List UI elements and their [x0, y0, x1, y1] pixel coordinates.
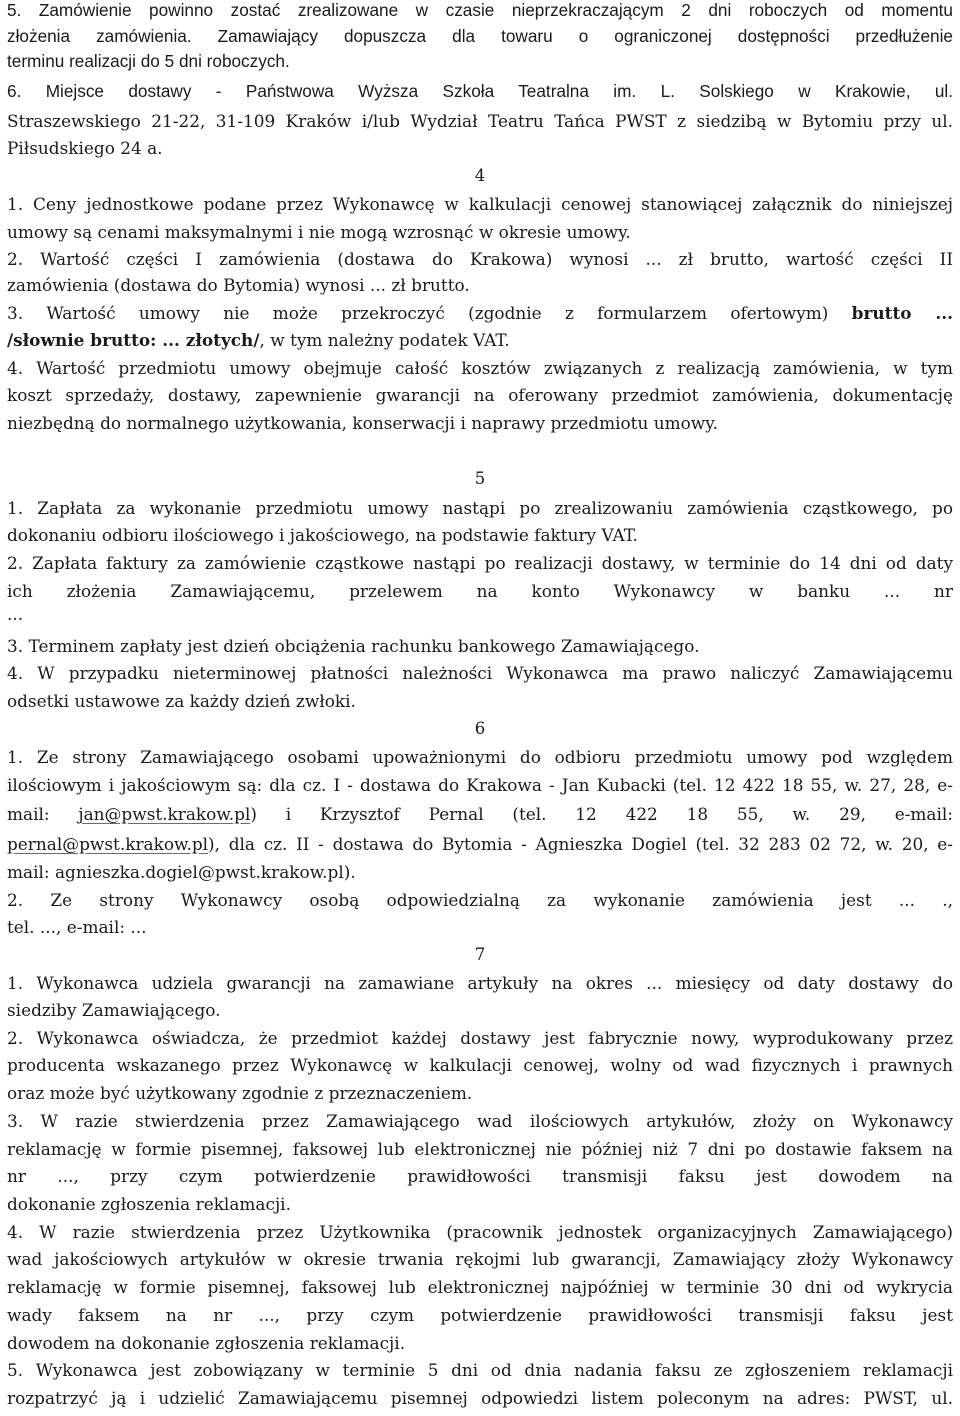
- s4-p2-line2: zamówienia (dostawa do Bytomia) wynosi ... zł brutto.: [7, 275, 470, 295]
- s5-p4-line2: odsetki ustawowe za każdy dzień zwłoki.: [7, 691, 356, 711]
- section-4-number: 4: [474, 166, 486, 185]
- s6-pernal-contact: ) i Krzysztof Pernal (tel. 12 422 18 55, w. 29, e-mail:: [250, 804, 953, 824]
- s7-p3-line3: nr ..., przy czym potwierdzenie prawidłowości transmisji faksu jest dowodem na: [7, 1166, 953, 1186]
- s4-p4-line1: 4. Wartość przedmiotu umowy obejmuje całość kosztów związanych z realizacją zamówienia, w tym: [7, 358, 953, 378]
- s5-p3: 3. Terminem zapłaty jest dzień obciążenia rachunku bankowego Zamawiającego.: [7, 636, 700, 656]
- s7-p2-line2: producenta wskazanego przez Wykonawcę w kalkulacji cenowej, wolny od wad fizycznych i prawnych: [7, 1055, 953, 1075]
- s7-p4-line5: dowodem na dokonanie zgłoszenia reklamacji.: [7, 1333, 406, 1353]
- s5-p4-line1: 4. W przypadku nieterminowej płatności należności Wykonawca ma prawo naliczyć Zamawiającemu: [7, 663, 953, 683]
- s7-p1-line1: 1. Wykonawca udziela gwarancji na zamawiane artykuły na okres ... miesięcy od daty dostawy do: [7, 973, 953, 993]
- s7-p3-line4: dokonanie zgłoszenia reklamacji.: [7, 1194, 291, 1214]
- s4-p3-line2: [7, 326, 953, 354]
- s4-p3-brutto: brutto ...: [851, 303, 953, 323]
- email-link-pernal[interactable]: pernal@pwst.krakow.pl: [7, 834, 209, 854]
- s7-p4-line3: reklamację w formie pisemnej, faksowej lub elektronicznej najpóźniej w terminie 30 dni od wykrycia: [7, 1277, 953, 1297]
- s6-p1-line1: 1. Ze strony Zamawiającego osobami upoważnionymi do odbioru przedmiotu umowy pod względem: [7, 747, 953, 767]
- s5-p1-line1: 1. Zapłata za wykonanie przedmiotu umowy nastąpi po zrealizowaniu zamówienia cząstkowego, po: [7, 498, 953, 518]
- s7-p4-line2: wad jakościowych artykułów w okresie trwania rękojmi lub gwarancji, Zamawiający złoży Wykonawcy: [7, 1249, 953, 1269]
- s6-p2-line2: tel. ..., e-mail: ...: [7, 917, 147, 937]
- s7-p3-line1: 3. W razie stwierdzenia przez Zamawiającego wad ilościowych artykułów, złoży on Wykonawcy: [7, 1111, 953, 1131]
- s4-p3-line1: [7, 299, 953, 327]
- s4-p4-line3: niezbędną do normalnego użytkowania, konserwacji i naprawy przedmiotu umowy.: [7, 413, 718, 433]
- s5-p2-line2: ich złożenia Zamawiającemu, przelewem na konto Wykonawcy w banku ... nr: [7, 581, 953, 601]
- s3-p5-line2: złożenia zamówienia. Zamawiający dopuszcza dla towaru o ograniczonej dostępności przedłużenie: [7, 26, 953, 46]
- s6-mail-prefix: mail:: [7, 804, 79, 824]
- s3-p6-line1: 6. Miejsce dostawy - Państwowa Wyższa Szkoła Teatralna im. L. Solskiego w Krakowie, ul.: [7, 81, 953, 101]
- section-7-heading: [7, 941, 953, 969]
- s6-p2-line1: 2. Ze strony Wykonawcy osobą odpowiedzialną za wykonanie zamówienia jest ... .,: [7, 890, 953, 910]
- section-5-heading: [7, 465, 953, 493]
- s5-p2-line3: ...: [7, 604, 24, 624]
- s6-p1-line2: ilościowym i jakościowym są: dla cz. I - dostawa do Krakowa - Jan Kubacki (tel. 12 422 18 55, w. 27, 28, e-: [7, 775, 953, 795]
- s6-dogiel-contact: ), dla cz. II - dostawa do Bytomia - Agnieszka Dogiel (tel. 32 283 02 72, w. 20, e-: [208, 834, 953, 854]
- s7-p5-line1: 5. Wykonawca jest zobowiązany w terminie 5 dni od dnia nadania faksu ze zgłoszeniem reklamacji: [7, 1360, 953, 1380]
- s4-p3-text: 3. Wartość umowy nie może przekroczyć (zgodnie z formularzem ofertowym): [7, 303, 852, 323]
- s7-p4-line1: 4. W razie stwierdzenia przez Użytkownika (pracownik jednostek organizacyjnych Zamawiającego): [7, 1222, 953, 1242]
- s7-p2-line3: oraz może być użytkowany zgodnie z przeznaczeniem.: [7, 1083, 473, 1103]
- section-7-number: 7: [474, 945, 486, 964]
- s3-p6-line3: Piłsudskiego 24 a.: [7, 138, 163, 158]
- s7-p3-line2: reklamację w formie pisemnej, faksowej lub elektronicznej nie później niż 7 dni po dostawie faksem na: [7, 1139, 953, 1159]
- email-link-kubacki[interactable]: jan@pwst.krakow.pl: [78, 804, 251, 824]
- s3-p6-line2: Straszewskiego 21-22, 31-109 Kraków i/lub Wydział Teatru Tańca PWST z siedzibą w Bytomiu przy ul.: [7, 111, 953, 131]
- s6-p1-line4: [7, 830, 953, 858]
- s4-p1-line1: 1. Ceny jednostkowe podane przez Wykonawcę w kalkulacji cenowej stanowiącej załącznik do niniejszej: [7, 194, 953, 214]
- s6-p1-line3: [7, 800, 953, 828]
- section-5-number: 5: [474, 469, 486, 488]
- section-6-number: 6: [474, 719, 486, 738]
- s5-p2-line1: 2. Zapłata faktury za zamówienie cząstkowe nastąpi po realizacji dostawy, w terminie do 14 dni od daty: [7, 553, 953, 573]
- section-6-heading: [7, 715, 953, 743]
- s7-p2-line1: 2. Wykonawca oświadcza, że przedmiot każdej dostawy jest fabrycznie nowy, wyprodukowany przez: [7, 1028, 953, 1048]
- s4-p3-slownie: /słownie brutto: ... złotych/: [7, 330, 260, 350]
- s7-p4-line4: wady faksem na nr ..., przy czym potwierdzenie prawidłowości transmisji faksu jest: [7, 1305, 953, 1325]
- s7-p5-line2: rozpatrzyć ją i udzielić Zamawiającemu pisemnej odpowiedzi listem poleconym na adres: PWST, ul.: [7, 1388, 953, 1408]
- section-4-heading: [7, 162, 953, 190]
- s4-p4-line2: koszt sprzedaży, dostawy, zapewnienie gwarancji na oferowany przedmiot zamówienia, dokumentację: [7, 385, 953, 405]
- s4-p3-vat: , w tym należny podatek VAT.: [259, 330, 510, 350]
- s3-p5-line3: terminu realizacji do 5 dni roboczych.: [7, 51, 290, 71]
- s3-p5-line1: 5. Zamówienie powinno zostać zrealizowane w czasie nieprzekraczającym 2 dni roboczych od momentu: [7, 0, 953, 20]
- s4-p2-line1: 2. Wartość części I zamówienia (dostawa do Krakowa) wynosi ... zł brutto, wartość części II: [7, 249, 953, 269]
- s4-p1-line2: umowy są cenami maksymalnymi i nie mogą wzrosnąć w okresie umowy.: [7, 222, 631, 242]
- s7-p1-line2: siedziby Zamawiającego.: [7, 1000, 221, 1020]
- s5-p1-line2: dokonaniu odbioru ilościowego i jakościowego, na podstawie faktury VAT.: [7, 525, 638, 545]
- s6-p1-line5: mail: agnieszka.dogiel@pwst.krakow.pl).: [7, 862, 356, 882]
